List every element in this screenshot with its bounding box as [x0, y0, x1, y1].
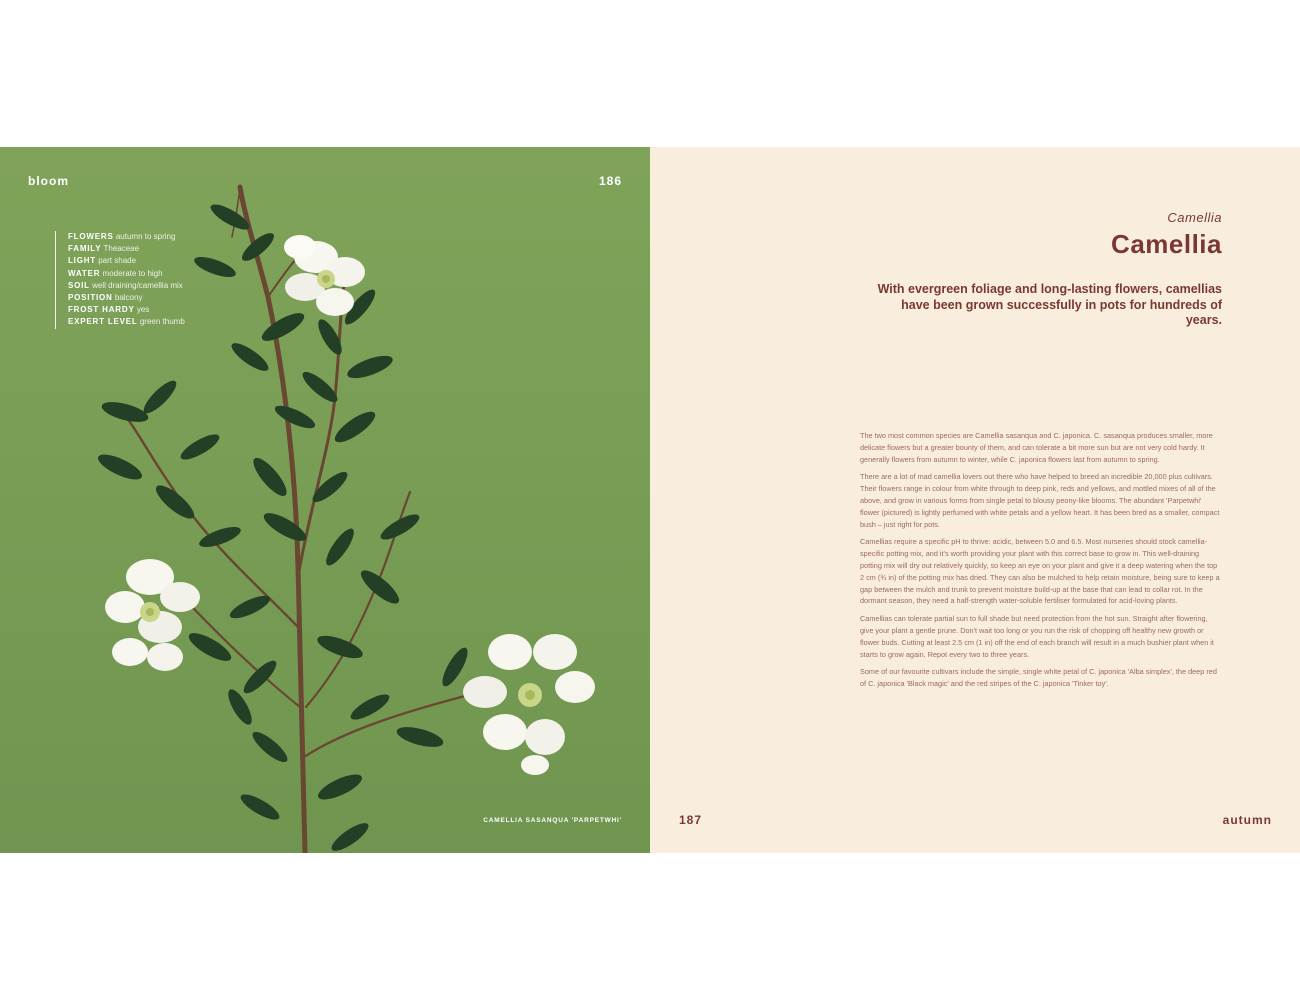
- right-page: [650, 147, 1300, 853]
- fact-row: [68, 255, 185, 267]
- fact-row: [68, 243, 185, 255]
- camellia-flower-top: [284, 235, 365, 316]
- fact-label: FAMILY: [68, 244, 102, 254]
- body-paragraph: Camellias require a specific pH to thrive: acidic, between 5.0 and 6.5. Most nurseries should stock camellia-specific potting mix, and it's worth providing your plant with this correct base to grow in. This well-draining potting mix will dry out relatively quickly, so keep an eye on your plant and give it a deep watering when the top 2 cm (¾ in) of the potting mix has dried. They can also be mulched to help retain moisture, being sure to keep a gap between the mulch and trunk to prevent moisture build-up at the base that can lead to collar rot. In the dormant season, they need a half-strength water-soluble fertiliser formulated for acid-loving plants.: [860, 537, 1220, 606]
- season-running-foot: autumn: [1222, 813, 1272, 827]
- fact-label: WATER: [68, 268, 101, 278]
- fact-value: moderate to high: [102, 268, 163, 278]
- body-text: [860, 430, 1222, 696]
- fact-row: [68, 292, 185, 304]
- fact-value: yes: [136, 305, 150, 315]
- body-paragraph: Some of our favourite cultivars include the simple, single white petal of C. japonica 'Alba simplex', the deep red of C. japonica 'Black magic' and the red stripes of the C. japonica 'Tinker toy'.: [860, 667, 1217, 689]
- fact-value: autumn to spring: [115, 232, 176, 241]
- fact-row: [68, 268, 185, 280]
- page-number-right: 187: [679, 813, 703, 827]
- body-paragraph: Camellias can tolerate partial sun to full shade but need protection from the hot sun. Straight after flowering, give your plant a gentle prune. Don't wait too long or you run the risk of chopping off healthy new growth or flower buds. Cutting at least 2.5 cm (1 in) off the end of each branch will result in a much bushier plant when it starts to grow again. Repot every two to three years.: [860, 614, 1214, 659]
- fact-label: EXPERT LEVEL: [68, 317, 138, 327]
- fact-label: FROST HARDY: [68, 305, 135, 315]
- camellia-flower-left: [105, 559, 200, 671]
- fact-label: LIGHT: [68, 256, 96, 266]
- fact-label: SOIL: [68, 280, 90, 290]
- book-spread: [0, 147, 1300, 853]
- fact-value: green thumb: [139, 317, 185, 327]
- intro-text: With evergreen foliage and long-lasting flowers, camellias have been grown successfully in pots for hundreds of years.: [877, 282, 1222, 327]
- fact-value: part shade: [98, 256, 137, 266]
- left-page: [0, 147, 650, 853]
- fact-label: FLOWERS: [68, 232, 114, 241]
- fact-label: POSITION: [68, 293, 113, 303]
- plant-facts-list: [55, 231, 185, 329]
- fact-row: [68, 304, 185, 316]
- body-paragraph: The two most common species are Camellia sasanqua and C. japonica. C. sasanqua produces smaller, more delicate flowers but a greater bounty of them, and can tolerate a bit more sun but are not very cold hardy. It generally flowers from autumn to winter, while C. japonica flowers last from autumn to spring.: [860, 431, 1213, 464]
- photo-caption: CAMELLIA SASANQUA 'PARPETWHI': [483, 817, 622, 824]
- scientific-name: Camellia: [1167, 210, 1222, 225]
- section-running-head: bloom: [28, 174, 69, 188]
- fact-row: [68, 280, 185, 292]
- page-number-left: 186: [598, 174, 622, 188]
- page-title: Camellia: [1111, 229, 1222, 259]
- body-paragraph: There are a lot of mad camellia lovers out there who have helped to breed an incredible 20,000 plus cultivars. Their flowers range in colour from white through to deep pink, reds and yellows, and mottled mixes of all of the above, and grow in various forms from single petal to blousy peony-like blooms. The abundant 'Parpetwhi' flower (pictured) is lightly perfumed with white petals and a yellow heart. It has been bred as a smaller, compact bush – just right for pots.: [860, 472, 1220, 529]
- fact-row: [68, 316, 185, 328]
- fact-value: well draining/camellia mix: [92, 280, 183, 290]
- camellia-flower-right: [463, 634, 595, 775]
- fact-value: balcony: [114, 293, 143, 303]
- fact-value: Theaceae: [103, 244, 140, 254]
- fact-row: [68, 231, 185, 243]
